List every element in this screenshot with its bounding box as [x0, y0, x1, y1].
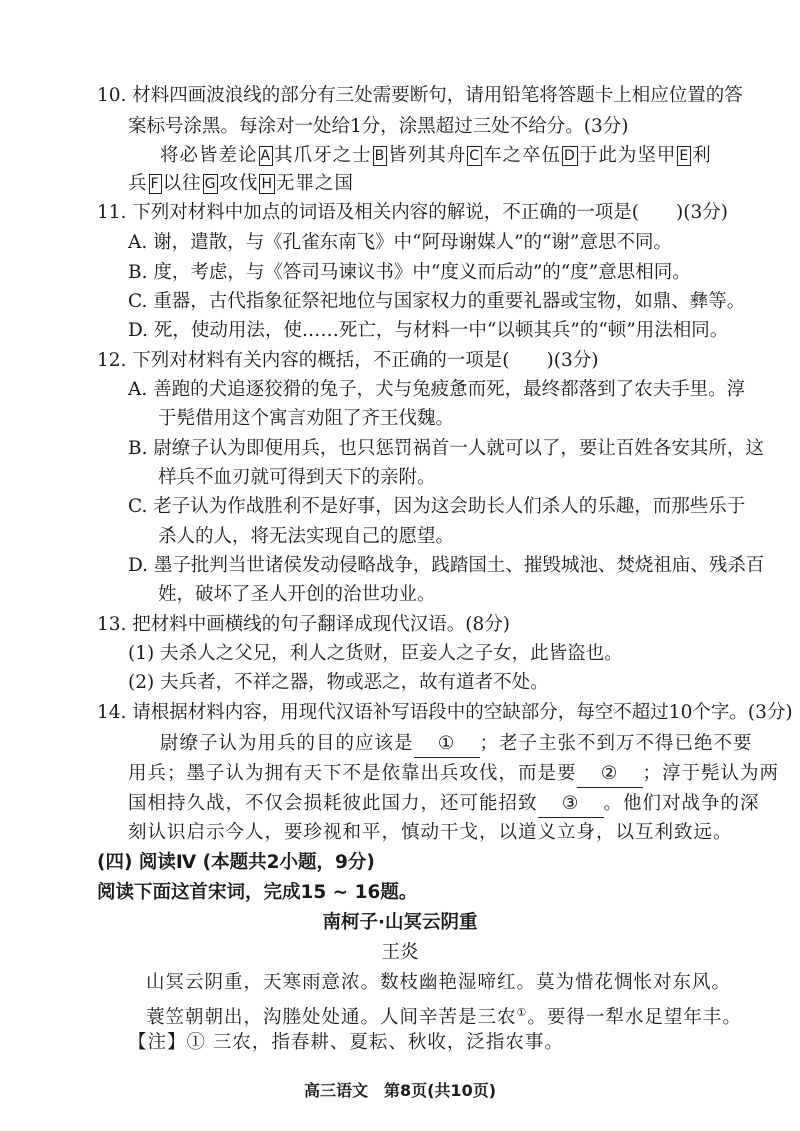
q10-passage-line2 [128, 171, 354, 197]
blank-2[interactable]: ② [577, 761, 643, 788]
poem-line-1: 山冥云阴重，天寒雨意浓。数枝幽艳湿啼红。莫为惜花惆怅对东风。 [146, 972, 732, 993]
poem-note: 【注】① 三农，指春耕、夏耘、秋收，泛指农事。 [128, 1032, 564, 1053]
q12-option-c-line1: C. 老子认为作战胜利不是好事，因为这会助长人们杀人的乐趣，而那些乐于 [128, 496, 746, 517]
q12-option-d-line1: D. 墨子批判当世诸侯发动侵略战争，践踏国土、摧毁城池、焚烧祖庙、残杀百 [128, 555, 765, 576]
q14-paragraph-line4: 刻认识启示今人，要珍视和平，慎动干戈，以道义立身，以互利致远。 [128, 822, 733, 843]
blank-1[interactable]: ① [414, 731, 480, 758]
q12-option-a-line1: A. 善跑的犬追逐狡猾的兔子，犬与兔疲惫而死，最终都落到了农夫手里。淳 [128, 379, 746, 400]
q11-option-d: D. 死，使动用法，使……死亡，与材料一中“以顿其兵”的“顿”用法相同。 [128, 320, 729, 341]
q11-stem: 11. 下列对材料中加点的词语及相关内容的解说，不正确的一项是( )(3分) [97, 202, 728, 223]
mark-box-e[interactable]: E [679, 148, 690, 164]
paragraph-text: ；老子主张不到万不得已绝不要 [479, 733, 753, 754]
q11-option-c: C. 重器，古代指象征祭祀地位与国家权力的重要礼器或宝物，如鼎、彝等。 [128, 291, 746, 312]
q12-option-b-line2: 样兵不血刃就可得到天下的亲附。 [158, 467, 436, 488]
passage-segment: 以往 [162, 173, 202, 194]
passage-segment: 攻伐 [219, 173, 259, 194]
q13-stem: 13. 把材料中画横线的句子翻译成现代汉语。(8分) [97, 614, 511, 635]
mark-box-b[interactable]: B [374, 148, 386, 164]
passage-segment: 利 [692, 145, 712, 166]
section-heading: (四) 阅读Ⅳ (本题共2小题，9分) [97, 852, 375, 873]
q10-passage-line1 [160, 143, 712, 169]
q12-option-a-line2: 于髡借用这个寓言劝阻了齐王伐魏。 [158, 408, 455, 429]
mark-box-d[interactable]: D [564, 148, 576, 164]
q13-sentence-2: (2) 夫兵者，不祥之器，物或恶之，故有道者不处。 [128, 672, 549, 693]
q12-option-d-line2: 姓，破坏了圣人开创的治世功业。 [158, 584, 436, 605]
q11-option-a: A. 谢，遣散，与《孔雀东南飞》中“阿母谢媒人”的“谢”意思不同。 [128, 232, 672, 253]
paragraph-text: 用兵；墨子认为拥有天下不是依靠出兵攻伐，而是要 [128, 763, 577, 784]
paragraph-text: ；淳于髡认为两 [642, 763, 780, 784]
q12-option-b-line1: B. 尉缭子认为即便用兵，也只惩罚祸首一人就可以了，要让百姓各安其所，这 [128, 438, 764, 459]
q13-sentence-1: (1) 夫杀人之父兄，利人之货财，臣妾人之子女，此皆盗也。 [128, 643, 623, 664]
passage-segment: 无罪之国 [276, 173, 355, 194]
paragraph-text: 国相持久战，不仅会损耗彼此国力，还可能招致 [128, 793, 538, 814]
paragraph-text: 。他们对战争的深 [603, 793, 760, 814]
poem-title: 南柯子·山冥云阴重 [322, 912, 478, 933]
page-footer: 高三语文 第8页(共10页) [303, 1081, 497, 1100]
section-instruction: 阅读下面这首宋词，完成15 ~ 16题。 [97, 882, 418, 903]
mark-box-f[interactable]: F [150, 176, 160, 192]
mark-box-c[interactable]: C [469, 148, 481, 164]
mark-box-h[interactable]: H [261, 176, 273, 192]
mark-box-a[interactable]: A [260, 148, 272, 164]
passage-segment: 将必皆差论 [160, 145, 258, 166]
q12-option-c-line2: 杀人的人，将无法实现自己的愿望。 [158, 526, 455, 547]
blank-3[interactable]: ③ [538, 791, 604, 818]
q10-line1: 10. 材料四画波浪线的部分有三处需要断句，请用铅笔将答题卡上相应位置的答 [97, 85, 743, 106]
passage-segment: 其爪牙之士 [274, 145, 372, 166]
q12-stem: 12. 下列对材料有关内容的概括，不正确的一项是( )(3分) [97, 350, 599, 371]
q14-paragraph-line1 [160, 731, 753, 758]
passage-segment: 皆列其舟 [388, 145, 467, 166]
passage-segment: 车之卒伍 [483, 145, 562, 166]
q14-paragraph-line2 [128, 761, 779, 788]
poem-author: 王炎 [381, 942, 419, 963]
poem-text: 。要得一犁水足望年丰。 [527, 1007, 742, 1029]
passage-segment: 兵 [128, 173, 148, 194]
q10-line2: 案标号涂黑。每涂对一处给1分，涂黑超过三处不给分。(3分) [128, 116, 629, 137]
poem-line-2 [146, 1000, 742, 1031]
passage-segment: 于此为坚甲 [578, 145, 677, 166]
q11-option-b: B. 度，考虑，与《答司马谏议书》中“度义而后动”的“度”意思相同。 [128, 262, 691, 283]
q14-stem: 14. 请根据材料内容，用现代汉语补写语段中的空缺部分，每空不超过10个字。(3分) [97, 702, 793, 723]
paragraph-text: 尉缭子认为用兵的目的应该是 [160, 733, 414, 754]
q14-paragraph-line3 [128, 791, 760, 818]
poem-text: 蓑笠朝朝出，沟塍处处通。人间辛苦是三农 [146, 1007, 517, 1029]
mark-box-g[interactable]: G [204, 176, 217, 192]
footnote-marker: ① [516, 1006, 528, 1019]
